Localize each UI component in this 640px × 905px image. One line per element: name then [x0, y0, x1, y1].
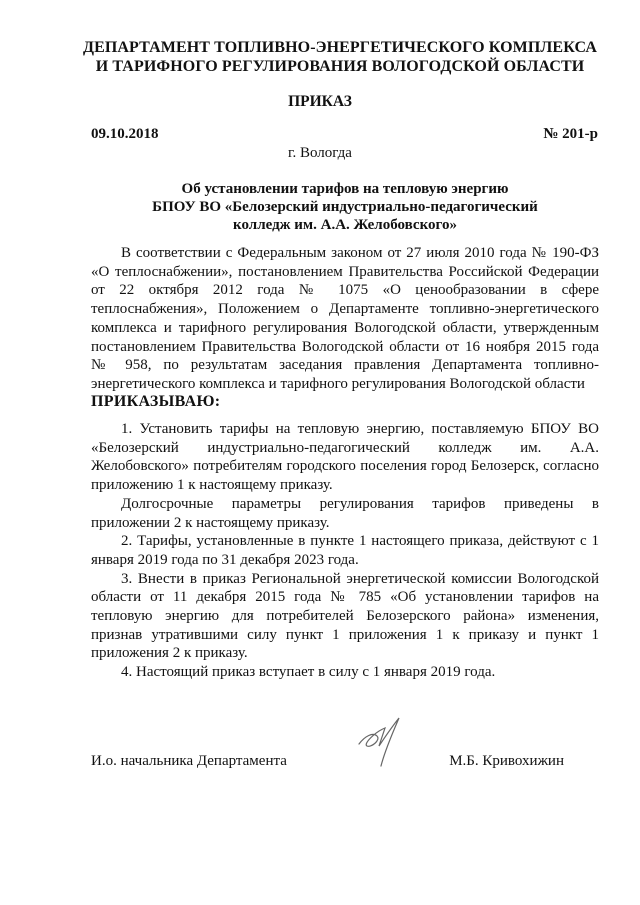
order-number: № 201-р	[543, 126, 598, 142]
item-1: 1. Установить тарифы на тепловую энергию, поставляемую БПОУ ВО «Белозерский индустриально-педагогический колледж им. А.А. Желобовского» потребителям городского поселения город Белозерск, согласно приложению 1 к настоящему приказу.	[91, 421, 599, 494]
doc-type-title: ПРИКАЗ	[288, 93, 352, 110]
handwritten-signature	[355, 710, 415, 770]
item-4: 4. Настоящий приказ вступает в силу с 1 января 2019 года.	[121, 664, 496, 681]
item-1-note: Долгосрочные параметры регулирования тарифов приведены в приложении 2 к настоящему приказу.	[91, 495, 599, 531]
subject-line-1: Об установлении тарифов на тепловую энергию	[181, 181, 509, 197]
department-header	[60, 38, 620, 76]
subject-line-2: БПОУ ВО «Белозерский индустриально-педагогический	[152, 199, 538, 215]
signatory-name: М.Б. Кривохижин	[449, 753, 564, 769]
signatory-position: И.о. начальника Департамента	[91, 753, 287, 769]
order-date: 09.10.2018	[91, 126, 159, 142]
department-line-2: И ТАРИФНОГО РЕГУЛИРОВАНИЯ ВОЛОГОДСКОЙ ОБЛАСТИ	[95, 58, 585, 75]
order-word: ПРИКАЗЫВАЮ:	[91, 393, 221, 410]
department-line-1: ДЕПАРТАМЕНТ ТОПЛИВНО-ЭНЕРГЕТИЧЕСКОГО КОМПЛЕКСА	[82, 39, 598, 56]
subject-line-3: колледж им. А.А. Желобовского»	[233, 217, 457, 233]
preamble-paragraph: В соответствии с Федеральным законом от 27 июля 2010 года № 190-ФЗ «О теплоснабжении», постановлением Правительства Российской Федерации от 22 октября 2012 года № 1075 «О ценообразовании в сфере теплоснабжения», Положением о Департаменте топливно-энергетического комплекса и тарифного регулирования Вологодской области, утвержденным постановлением Правительства Вологодской области от 16 ноября 2015 года № 958, по результатам заседания правления Департамента топливно-энергетического комплекса и тарифного регулирования Вологодской области	[91, 245, 599, 392]
order-subject	[110, 180, 580, 234]
item-2: 2. Тарифы, установленные в пункте 1 настоящего приказа, действуют с 1 января 2019 года по 31 декабря 2023 года.	[91, 533, 599, 568]
order-items	[91, 420, 599, 682]
item-3: 3. Внести в приказ Региональной энергетической комиссии Вологодской области от 11 декабря 2015 года № 785 «Об установлении тарифов на тепловую энергию для потребителей Белозерского района» изменения, признав утратившими силу пункт 1 приложения 1 к приказу и пункт 1 приложения 2 к приказу.	[91, 570, 599, 662]
order-city: г. Вологда	[288, 145, 352, 161]
